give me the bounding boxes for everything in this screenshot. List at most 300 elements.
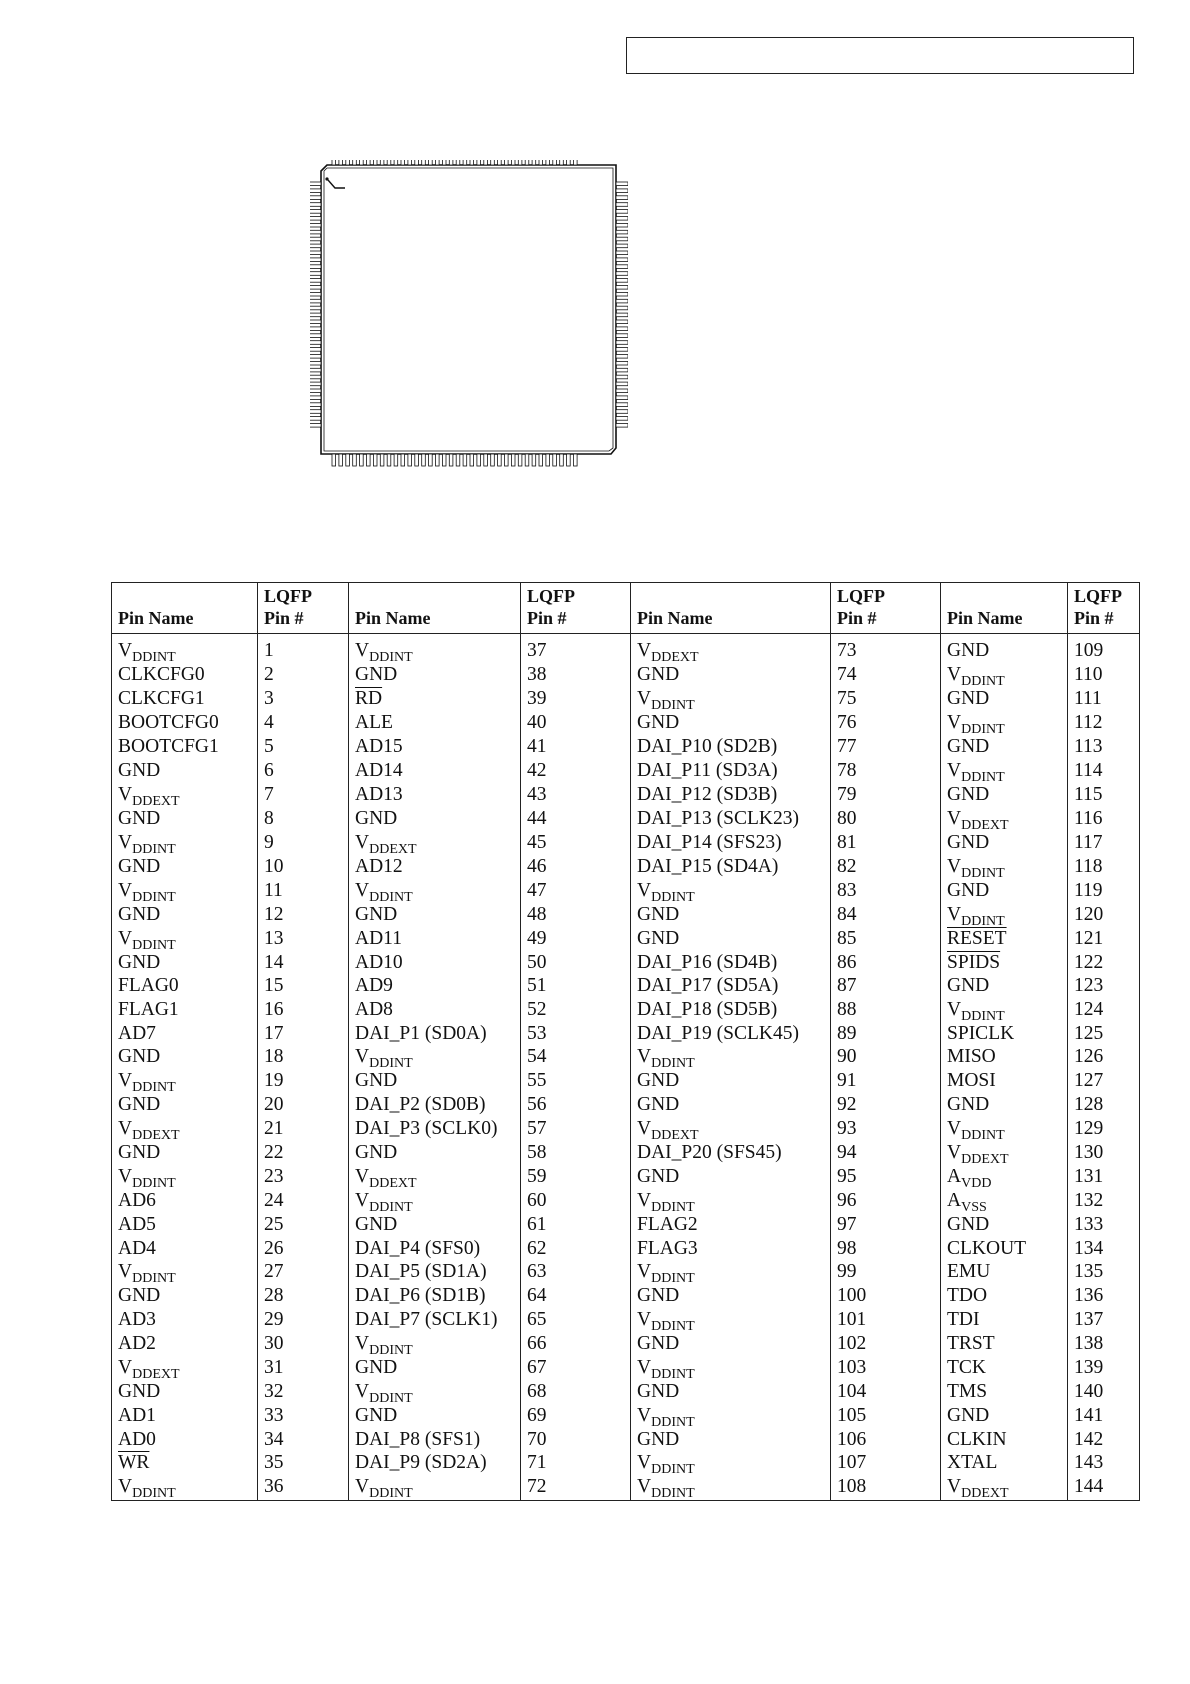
header-pin-name: Pin Name [349, 583, 521, 634]
pin-number: 128 [1068, 1094, 1140, 1118]
chip-pin [310, 258, 321, 262]
table-row [112, 1452, 1140, 1476]
pin-number: 68 [521, 1381, 631, 1405]
pin-name: $V_{DDINT}$ [631, 1046, 831, 1070]
chip-pin [616, 403, 628, 407]
chip-pin [422, 454, 426, 466]
pin-number: 16 [258, 999, 349, 1023]
pin-name: GND [941, 832, 1068, 856]
pin-name: GND [631, 1381, 831, 1405]
chip-pin [310, 375, 321, 379]
pin-number: 54 [521, 1046, 631, 1070]
pin-number: 4 [258, 712, 349, 736]
pin-number: 133 [1068, 1214, 1140, 1238]
chip-pin [553, 454, 557, 466]
pin-number: 72 [521, 1476, 631, 1501]
pin-name: AD2 [112, 1333, 258, 1357]
pin-number: 110 [1068, 664, 1140, 688]
pin-name: AD4 [112, 1238, 258, 1262]
pin-number: 50 [521, 952, 631, 976]
pin-name: GND [112, 1381, 258, 1405]
pin-name: $V_{DDINT}$ [941, 856, 1068, 880]
pin-name: $A_{VDD}$ [941, 1166, 1068, 1190]
pin-number: 106 [831, 1429, 941, 1453]
chip-pin [332, 160, 336, 165]
table-row [112, 664, 1140, 688]
pin-name: $V_{DDEXT}$ [112, 1118, 258, 1142]
chip-pin [310, 410, 321, 414]
chip-pin [616, 334, 628, 338]
pin-name: AD12 [349, 856, 521, 880]
table-row [112, 784, 1140, 808]
chip-pin [616, 182, 628, 186]
table-row [112, 634, 1140, 665]
pin-number: 105 [831, 1405, 941, 1429]
pin-name: GND [941, 880, 1068, 904]
pin-name: $V_{DDEXT}$ [941, 808, 1068, 832]
pin-number: 70 [521, 1429, 631, 1453]
pin-number: 92 [831, 1094, 941, 1118]
pin-number: 34 [258, 1429, 349, 1453]
pin-number: 42 [521, 760, 631, 784]
pin-name: DAI_P3 (SCLK0) [349, 1118, 521, 1142]
pin-number: 73 [831, 634, 941, 665]
chip-pin [567, 160, 571, 165]
pin-number: 100 [831, 1285, 941, 1309]
pin-name: $V_{DDINT}$ [112, 1166, 258, 1190]
pin-name: AD7 [112, 1023, 258, 1047]
pin-number: 6 [258, 760, 349, 784]
chip-pin [310, 196, 321, 200]
pin-number: 8 [258, 808, 349, 832]
chip-pin [310, 244, 321, 248]
pin-number: 143 [1068, 1452, 1140, 1476]
chip-pin [616, 244, 628, 248]
chip-pin [484, 160, 488, 165]
pin-name: AD14 [349, 760, 521, 784]
pin-name: $V_{DDINT}$ [631, 1261, 831, 1285]
chip-pin [310, 313, 321, 317]
pin-number: 142 [1068, 1429, 1140, 1453]
pin-number: 2 [258, 664, 349, 688]
pin-name: CLKIN [941, 1429, 1068, 1453]
chip-pin [616, 299, 628, 303]
chip-pin [401, 454, 405, 466]
chip-pin [574, 160, 578, 165]
pin-number: 137 [1068, 1309, 1140, 1333]
chip-pin [518, 160, 522, 165]
chip-pin [394, 160, 398, 165]
pin-number: 91 [831, 1070, 941, 1094]
chip-pin [429, 160, 433, 165]
table-row [112, 1118, 1140, 1142]
pin-number: 9 [258, 832, 349, 856]
table-row [112, 1285, 1140, 1309]
pin-number: 28 [258, 1285, 349, 1309]
pin-number: 88 [831, 999, 941, 1023]
chip-pin [616, 210, 628, 214]
pin-number: 139 [1068, 1357, 1140, 1381]
pin-name: $V_{DDINT}$ [631, 1405, 831, 1429]
chip-pin [310, 417, 321, 421]
pin-number: 136 [1068, 1285, 1140, 1309]
chip-pin [477, 454, 481, 466]
pin-number: 79 [831, 784, 941, 808]
chip-pin [616, 410, 628, 414]
pin-number: 64 [521, 1285, 631, 1309]
pin-number: 37 [521, 634, 631, 665]
header-pin-name: Pin Name [631, 583, 831, 634]
table-row [112, 1142, 1140, 1166]
pin-name: GND [941, 975, 1068, 999]
pin-number: 123 [1068, 975, 1140, 999]
chip-pin [310, 389, 321, 393]
chip-pin [616, 237, 628, 241]
pin-name: GND [349, 1357, 521, 1381]
chip-pin [310, 217, 321, 221]
pin-name: GND [112, 1285, 258, 1309]
pin-number: 71 [521, 1452, 631, 1476]
pin-number: 78 [831, 760, 941, 784]
pin-number: 41 [521, 736, 631, 760]
table-row [112, 880, 1140, 904]
table-row [112, 1381, 1140, 1405]
pin-number: 119 [1068, 880, 1140, 904]
chip-pin [401, 160, 405, 165]
table-row [112, 1214, 1140, 1238]
header-lqfp-pin: LQFP Pin # [1068, 583, 1140, 634]
table-row [112, 1094, 1140, 1118]
pin-name: BOOTCFG1 [112, 736, 258, 760]
chip-pin [408, 160, 412, 165]
pin-name: $A_{VSS}$ [941, 1190, 1068, 1214]
pin-name: $V_{DDINT}$ [631, 1452, 831, 1476]
chip-pin [415, 160, 419, 165]
table-row [112, 856, 1140, 880]
pin-number: 3 [258, 688, 349, 712]
chip-pin [310, 265, 321, 269]
pin-name: XTAL [941, 1452, 1068, 1476]
header-box [626, 37, 1134, 74]
pin-number: 87 [831, 975, 941, 999]
chip-pin [456, 454, 460, 466]
pin-name: FLAG1 [112, 999, 258, 1023]
pin-name: SPIDS [941, 952, 1068, 976]
pin-name: DAI_P12 (SD3B) [631, 784, 831, 808]
pin-number: 132 [1068, 1190, 1140, 1214]
pin-table-header [112, 583, 1140, 634]
chip-pin [470, 454, 474, 466]
pin-number: 27 [258, 1261, 349, 1285]
table-row [112, 1261, 1140, 1285]
pin-name: GND [349, 1405, 521, 1429]
chip-pin [616, 348, 628, 352]
pin-name: $V_{DDINT}$ [112, 1261, 258, 1285]
chip-pin [310, 292, 321, 296]
chip-pin [353, 454, 357, 466]
pin-number: 125 [1068, 1023, 1140, 1047]
chip-pin [387, 454, 391, 466]
pin-name: $V_{DDINT}$ [631, 1476, 831, 1501]
chip-pin [616, 375, 628, 379]
chip-pin [532, 160, 536, 165]
table-row [112, 1166, 1140, 1190]
pin-name: AD15 [349, 736, 521, 760]
pin-number: 11 [258, 880, 349, 904]
chip-pin [463, 160, 467, 165]
table-row [112, 760, 1140, 784]
pin-name: $\overline{RD}$ [349, 688, 521, 712]
chip-pin [616, 251, 628, 255]
pin-name: $V_{DDINT}$ [349, 1381, 521, 1405]
chip-pin [546, 454, 550, 466]
pin-number: 36 [258, 1476, 349, 1501]
pin-number: 25 [258, 1214, 349, 1238]
chip-pin [310, 182, 321, 186]
chip-pin [380, 160, 384, 165]
pin-name: DAI_P11 (SD3A) [631, 760, 831, 784]
chip-pin [525, 160, 529, 165]
pin-number: 135 [1068, 1261, 1140, 1285]
pin-number: 141 [1068, 1405, 1140, 1429]
chip-pin [616, 265, 628, 269]
table-row [112, 975, 1140, 999]
pin-name: GND [941, 634, 1068, 665]
pin-number: 76 [831, 712, 941, 736]
pin-name: TMS [941, 1381, 1068, 1405]
pin-number: 122 [1068, 952, 1140, 976]
pin-name: $V_{DDINT}$ [112, 1476, 258, 1501]
chip-pin [387, 160, 391, 165]
pin-number: 21 [258, 1118, 349, 1142]
pin-number: 12 [258, 904, 349, 928]
pin-name: GND [631, 1285, 831, 1309]
chip-pin [546, 160, 550, 165]
pin-number: 38 [521, 664, 631, 688]
pin-number: 114 [1068, 760, 1140, 784]
chip-pin [310, 306, 321, 310]
chip-pin [560, 454, 564, 466]
table-row [112, 832, 1140, 856]
pin-number: 124 [1068, 999, 1140, 1023]
chip-pin [367, 160, 371, 165]
pin-name: $V_{DDINT}$ [941, 712, 1068, 736]
pin-number: 57 [521, 1118, 631, 1142]
header-pin-name: Pin Name [941, 583, 1068, 634]
pin-number: 104 [831, 1381, 941, 1405]
pin-name: $V_{DDINT}$ [349, 1476, 521, 1501]
pin-number: 55 [521, 1070, 631, 1094]
pin-name: $V_{DDEXT}$ [941, 1142, 1068, 1166]
pin-number: 39 [521, 688, 631, 712]
pin-number: 94 [831, 1142, 941, 1166]
pin-number: 23 [258, 1166, 349, 1190]
pin-name: GND [941, 784, 1068, 808]
chip-pin [616, 341, 628, 345]
chip-pin [373, 454, 377, 466]
pin-name: GND [112, 1094, 258, 1118]
pin-name: DAI_P15 (SD4A) [631, 856, 831, 880]
table-row [112, 688, 1140, 712]
pin-number: 75 [831, 688, 941, 712]
pin-number: 60 [521, 1190, 631, 1214]
header-lqfp-pin: LQFP Pin # [258, 583, 349, 634]
chip-pin [310, 210, 321, 214]
chip-pin [491, 160, 495, 165]
chip-pin [310, 327, 321, 331]
pin-name: GND [631, 1333, 831, 1357]
pin-number: 65 [521, 1309, 631, 1333]
pin-name: GND [349, 664, 521, 688]
pin-number: 20 [258, 1094, 349, 1118]
pin-name: DAI_P16 (SD4B) [631, 952, 831, 976]
chip-pin [394, 454, 398, 466]
pin-number: 134 [1068, 1238, 1140, 1262]
chip-pin [616, 382, 628, 386]
pin-name: GND [349, 904, 521, 928]
chip-pin [616, 396, 628, 400]
pin-number: 40 [521, 712, 631, 736]
pin-number: 29 [258, 1309, 349, 1333]
pin-name: GND [941, 736, 1068, 760]
header-lqfp-pin: LQFP Pin # [831, 583, 941, 634]
pin-name: AD6 [112, 1190, 258, 1214]
chip-pin [616, 279, 628, 283]
pin-name: $V_{DDEXT}$ [631, 634, 831, 665]
pin-number: 35 [258, 1452, 349, 1476]
chip-pin [532, 454, 536, 466]
pin-name: DAI_P10 (SD2B) [631, 736, 831, 760]
chip-pin [380, 454, 384, 466]
pin-name: DAI_P8 (SFS1) [349, 1429, 521, 1453]
pin-number: 47 [521, 880, 631, 904]
chip-pin [616, 327, 628, 331]
pin-name: $V_{DDEXT}$ [112, 1357, 258, 1381]
pin-number: 15 [258, 975, 349, 999]
pin-name: $V_{DDINT}$ [631, 880, 831, 904]
chip-pin [616, 417, 628, 421]
pin-name: $V_{DDEXT}$ [112, 784, 258, 808]
pin-name: $V_{DDINT}$ [112, 832, 258, 856]
chip-pin [339, 454, 343, 466]
pin-number: 84 [831, 904, 941, 928]
pin-name: GND [631, 1166, 831, 1190]
chip-pin [616, 355, 628, 359]
pin-name: GND [349, 1142, 521, 1166]
table-row [112, 904, 1140, 928]
chip-pin [463, 454, 467, 466]
chip-pin [616, 361, 628, 365]
pin-name: GND [631, 712, 831, 736]
chip-pin [310, 424, 321, 428]
pin-name: GND [631, 928, 831, 952]
pin-name: $V_{DDINT}$ [112, 634, 258, 665]
chip-pin [567, 454, 571, 466]
pin-number: 7 [258, 784, 349, 808]
pin-number: 26 [258, 1238, 349, 1262]
pin-name: DAI_P5 (SD1A) [349, 1261, 521, 1285]
chip-pin [616, 223, 628, 227]
table-row [112, 1046, 1140, 1070]
chip-pin [491, 454, 495, 466]
pin-number: 66 [521, 1333, 631, 1357]
pin-name: GND [631, 1070, 831, 1094]
chip-package-diagram [310, 160, 628, 478]
pin-name: GND [112, 904, 258, 928]
table-row [112, 1333, 1140, 1357]
pin-number: 115 [1068, 784, 1140, 808]
table-row [112, 808, 1140, 832]
chip-pin [310, 299, 321, 303]
chip-pin [616, 217, 628, 221]
pin-number: 129 [1068, 1118, 1140, 1142]
pin-number: 58 [521, 1142, 631, 1166]
pin-name: TCK [941, 1357, 1068, 1381]
pin-name: FLAG2 [631, 1214, 831, 1238]
header-pin-name: Pin Name [112, 583, 258, 634]
pin-number: 22 [258, 1142, 349, 1166]
pin-number: 131 [1068, 1166, 1140, 1190]
pin-number: 113 [1068, 736, 1140, 760]
chip-pin [429, 454, 433, 466]
pin-name: $V_{DDINT}$ [941, 664, 1068, 688]
chip-pin [310, 237, 321, 241]
pin-number: 49 [521, 928, 631, 952]
pin-number: 144 [1068, 1476, 1140, 1501]
chip-pin [310, 279, 321, 283]
pin-number: 112 [1068, 712, 1140, 736]
pin-number: 101 [831, 1309, 941, 1333]
chip-pin [616, 203, 628, 207]
table-row [112, 1190, 1140, 1214]
pin-number: 46 [521, 856, 631, 880]
chip-pin [442, 160, 446, 165]
chip-pin [310, 203, 321, 207]
chip-pin [310, 355, 321, 359]
chip-pin [616, 313, 628, 317]
pin-name: DAI_P17 (SD5A) [631, 975, 831, 999]
pin-name: TDI [941, 1309, 1068, 1333]
pin-number: 10 [258, 856, 349, 880]
chip-pin [616, 286, 628, 290]
pin-number: 56 [521, 1094, 631, 1118]
pin-number: 82 [831, 856, 941, 880]
pin-name: AD1 [112, 1405, 258, 1429]
pin-name: GND [349, 808, 521, 832]
pin-name: $V_{DDEXT}$ [349, 832, 521, 856]
pin-name: EMU [941, 1261, 1068, 1285]
table-row [112, 712, 1140, 736]
pin-number: 80 [831, 808, 941, 832]
chip-pin [616, 389, 628, 393]
chip-pin [616, 230, 628, 234]
chip-pin [477, 160, 481, 165]
pin-number: 45 [521, 832, 631, 856]
pin-name: $V_{DDEXT}$ [941, 1476, 1068, 1501]
pin-name: MOSI [941, 1070, 1068, 1094]
chip-pin [442, 454, 446, 466]
chip-pin [353, 160, 357, 165]
pin-name: GND [631, 904, 831, 928]
chip-pin [553, 160, 557, 165]
pin-name: FLAG3 [631, 1238, 831, 1262]
pin-name: $V_{DDINT}$ [631, 1357, 831, 1381]
pin-number: 102 [831, 1333, 941, 1357]
pin-number: 61 [521, 1214, 631, 1238]
table-row [112, 1429, 1140, 1453]
chip-pin [310, 286, 321, 290]
chip-pin [616, 320, 628, 324]
